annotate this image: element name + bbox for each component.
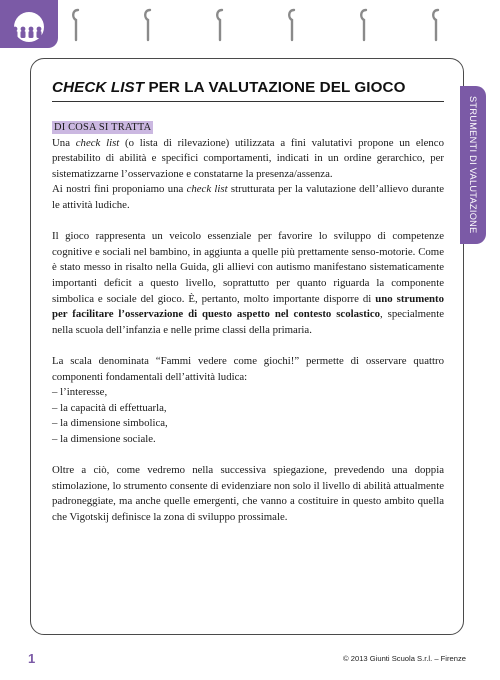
paragraph-1: Una check list (o lista di rilevazione) utilizzata a fini valutativi propone un elenco prestabilito di abilità e specifici comportamenti, indicati in un ordine gerarchico, per sistematizzarne l’osservazione e constatarne la presenza/assenza. Ai nostri fini proponiamo una check list strutturata per la valutazione dell’allievo durante le attività ludiche. [52,136,444,211]
section-side-tab [460,86,486,244]
binder-ring-icon [433,10,438,40]
binder-ring-icon [145,10,150,40]
paragraph-3: La scala denominata “Fammi vedere come giochi!” permette di osservare quattro componenti fondamentali dell’attività ludica: [52,354,444,383]
binder-ring-icon [361,10,366,40]
list-item: – la dimensione simbolica, [52,417,168,430]
body-text [52,120,444,541]
paragraph-2: Il gioco rappresenta un veicolo essenziale per favorire lo sviluppo di competenze cognitive e sociali nel bambino, in aggiunta a quelle più prettamente senso-motorie. Come è stato messo in risalto nella Guida, gli allievi con autismo manifestano sistematicamente importanti deficit a questo livello, soprattutto per quanto riguarda la componente simbolica e sociale del gioco. È, pertanto, molto importante disporre di uno strumento per facilitare l’osservazione di questo aspetto nel contesto scolastico, specialmente nella scuola dell’infanzia e nelle prime classi della primaria. [52,230,444,336]
list-item: – l’interesse, [52,386,108,399]
title-divider [52,101,444,102]
page-number: 1 [28,651,36,666]
page-title [52,79,406,96]
title-italic: CHECK LIST [52,79,145,96]
binder-ring-icon [73,10,78,40]
binder-ring-icon [289,10,294,40]
paragraph-4: Oltre a ciò, come vedremo nella successiva spiegazione, prevedendo una doppia stimolazione, lo strumento consente di evidenziare non solo il livello di abilità attualmente padroneggiate, ma anche quelle emergenti, che vanno a costituire in questo ambito quella che Vigotskij definisce la zona di sviluppo prossimale. [52,464,444,523]
side-tab-label: STRUMENTI DI VALUTAZIONE [468,96,478,234]
section-heading: DI COSA SI TRATTA [54,122,152,133]
section-heading-wrap [52,120,444,136]
copyright-notice: © 2013 Giunti Scuola S.r.l. – Firenze [343,654,466,663]
list-item: – la capacità di effettuarla, [52,401,167,414]
binder-ring-icon [217,10,222,40]
binder-rings [0,4,500,44]
title-rest: PER LA VALUTAZIONE DEL GIOCO [144,79,406,96]
component-list [52,385,444,447]
list-item: – la dimensione sociale. [52,432,156,445]
